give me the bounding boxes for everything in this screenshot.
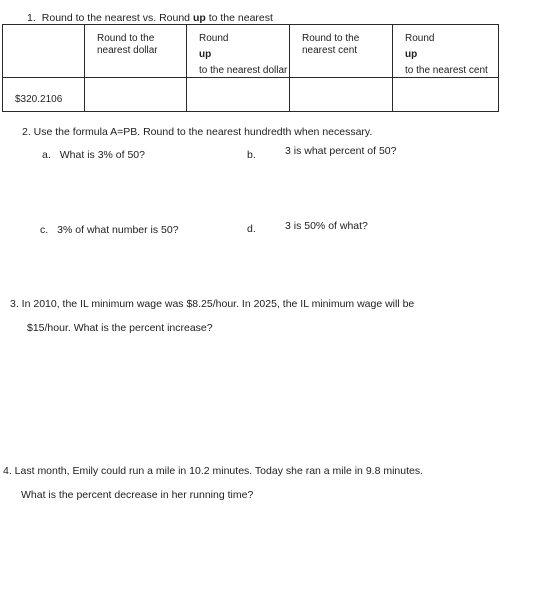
question-2d-label: d. [247,223,256,235]
question-3-line-2: $15/hour. What is the percent increase? [27,322,213,334]
header-text-part: Round [405,33,435,44]
header-text-bold: up [405,49,418,60]
rounding-table-header-row [3,25,499,78]
header-text-bold: up [199,49,212,60]
question-4-line-1: 4. Last month, Emily could run a mile in 10.2 minutes. Today she ran a mile in 9.8 minutes. [3,465,424,477]
header-round-nearest-dollar [85,25,187,78]
question-2b-text: 3 is what percent of 50? [285,145,397,157]
row-value: $320.2106 [15,94,63,105]
question-2a-text: What is 3% of 50? [59,149,145,161]
question-2c [40,224,179,237]
question-2a-label: a. [42,149,51,161]
rounding-table [2,24,499,112]
question-4-line-2: What is the percent decrease in her running time? [21,489,254,501]
question-2-stem: 2. Use the formula A=PB. Round to the nearest hundredth when necessary. [22,126,373,138]
header-text-part: to the nearest dollar [199,65,288,76]
row-value-cell [3,78,85,112]
header-text-part: Round to the nearest cent [302,33,360,56]
header-text-part: Round to the nearest dollar [97,33,158,56]
question-1-title-start: Round to the nearest vs. Round [41,12,193,24]
question-3-line-1: 3. In 2010, the IL minimum wage was $8.25/hour. In 2025, the IL minimum wage will be [10,298,415,310]
question-2d-text: 3 is 50% of what? [285,220,368,232]
header-text-part [296,61,392,65]
question-2b-label: b. [247,149,256,161]
header-round-up-nearest-dollar [187,25,290,78]
header-blank-cell [3,25,85,78]
answer-cell-up-nearest-dollar[interactable] [187,78,290,112]
header-text [290,25,392,65]
rounding-table-row [3,78,499,112]
header-text-part: to the nearest cent [405,65,488,76]
header-round-nearest-cent [290,25,393,78]
question-2a [42,149,145,162]
header-text-part: Round [199,33,229,44]
header-text [187,25,289,77]
answer-cell-nearest-dollar[interactable] [85,78,187,112]
header-text [393,25,498,77]
header-round-up-nearest-cent [393,25,499,78]
question-1-title-end: to the nearest [205,12,273,24]
header-text [85,25,186,65]
answer-cell-nearest-cent[interactable] [290,78,393,112]
question-1-title-bold: up [192,12,206,24]
question-2c-label: c. [40,224,49,236]
question-1-number: 1. [27,12,36,24]
question-2c-text: 3% of what number is 50? [57,224,179,236]
header-text-part [91,61,186,65]
answer-cell-up-nearest-cent[interactable] [393,78,499,112]
